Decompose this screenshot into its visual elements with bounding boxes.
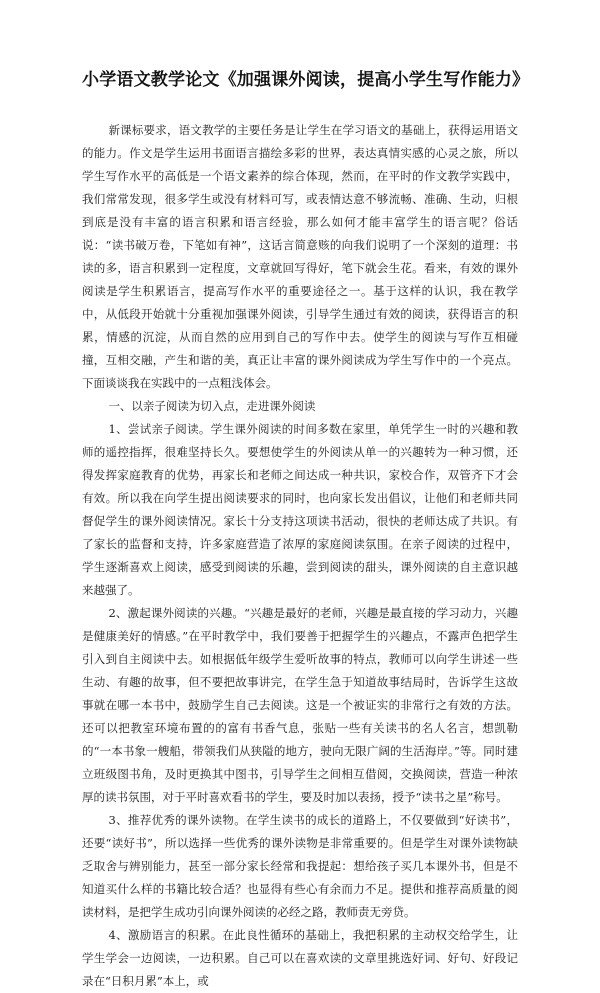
document-title: 小学语文教学论文《加强课外阅读，提高小学生写作能力》 <box>82 70 530 90</box>
paragraph-recommend-books: 3、推荐优秀的课外读物。在学生读书的成长的道路上，不仅要做到“好读书”，还要“读好书”，所以选择一些优秀的课外读物是非常重要的。但是学生对课外读物缺乏取舍与辨别能力，甚至一部分家长经常和我提起：想给孩子买几本课外书，但是不知道买什么样的书籍比较合适？也显得有些心有余而力不足。提供和推荐高质量的阅读材料，是把学生成功引向课外阅读的必经之路，教师责无旁贷。 <box>82 813 518 919</box>
document-body <box>82 119 518 993</box>
paragraph-reading-interest: 2、激起课外阅读的兴趣。“兴趣是最好的老师，兴趣是最直接的学习动力，兴趣是健康美好的情感。”在平时教学中，我们要善于把握学生的兴趣点，不露声色把学生引入到自主阅读中去。如根据低年级学生爱听故事的特点，教师可以向学生讲述一些生动、有趣的故事，但不要把故事讲完，在学生急于知道故事结局时，告诉学生这故事就在哪一本书中，鼓励学生自己去阅读。这是一个被证实的非常行之有效的方法。还可以把教室环境布置的的富有书香气息，张贴一些有关读书的名人名言，想凯勒的“一本书象一艘船，带领我们从狭隘的地方，驶向无限广阔的生活海岸。”等。同时建立班级图书角，及时更换其中图书，引导学生之间相互借阅，交换阅读，营造一种浓厚的读书氛围，对于平时喜欢看书的学生，要及时加以表扬，授予“读书之星”称号。 <box>82 606 518 804</box>
intro-paragraph: 新课标要求，语文教学的主要任务是让学生在学习语文的基础上，获得运用语文的能力。作文是学生运用书面语言描绘多彩的世界，表达真情实感的心灵之旅，所以学生写作水平的高低是一个语文素养的综合体现，然而，在平时的作文教学实践中，我们常常发现，很多学生或没有材料可写，或表情达意不够流畅、准确、生动，归根到底是没有丰富的语言积累和语言经验，那么如何才能丰富学生的语言呢？俗话说：“读书破万卷，下笔如有神”，这话言简意赅的向我们说明了一个深刻的道理：书读的多，语言积累到一定程度，文章就回写得好，笔下就会生花。看来，有效的课外阅读是学生积累语言，提高写作水平的重要途径之一。基于这样的认识，我在教学中，从低段开始就十分重视加强课外阅读，引导学生通过有效的阅读，获得语言的积累，情感的沉淀，从而自然的应用到自己的写作中去。使学生的阅读与写作互相碰撞，互相交融，产生和谐的美，真正让丰富的课外阅读成为学生写作中的一个亮点。下面谈谈我在实践中的一点粗浅体会。 <box>82 123 518 390</box>
section-heading: 一、以亲子阅读为切入点，走进课外阅读 <box>108 399 316 413</box>
paragraph-language-accumulation: 4、激励语言的积累。在此良性循环的基础上，我把积累的主动权交给学生，让学生学会一边阅读，一边积累。自己可以在喜欢读的文章里挑选好词、好句、好段记录在“日积月累”本上，或 <box>82 928 518 988</box>
paragraph-parent-child-reading: 1、尝试亲子阅读。学生课外阅读的时间多数在家里，单凭学生一时的兴趣和教师的遥控指挥，很难坚持长久。要想使学生的外阅读从单一的兴趣转为一种习惯，还得发挥家庭教育的优势，再家长和老师之间达成一种共识，家校合作，双管齐下才会有效。所以我在向学生提出阅读要求的同时，也向家长发出倡议，让他们和老师共同督促学生的课外阅读情况。家长十分支持这项读书活动，很快的老师达成了共识。有了家长的监督和支持，许多家庭营造了浓厚的家庭阅读氛围。在亲子阅读的过程中，学生逐渐喜欢上阅读，感受到阅读的乐趣，尝到阅读的甜头，课外阅读的自主意识越来越强了。 <box>82 422 518 597</box>
